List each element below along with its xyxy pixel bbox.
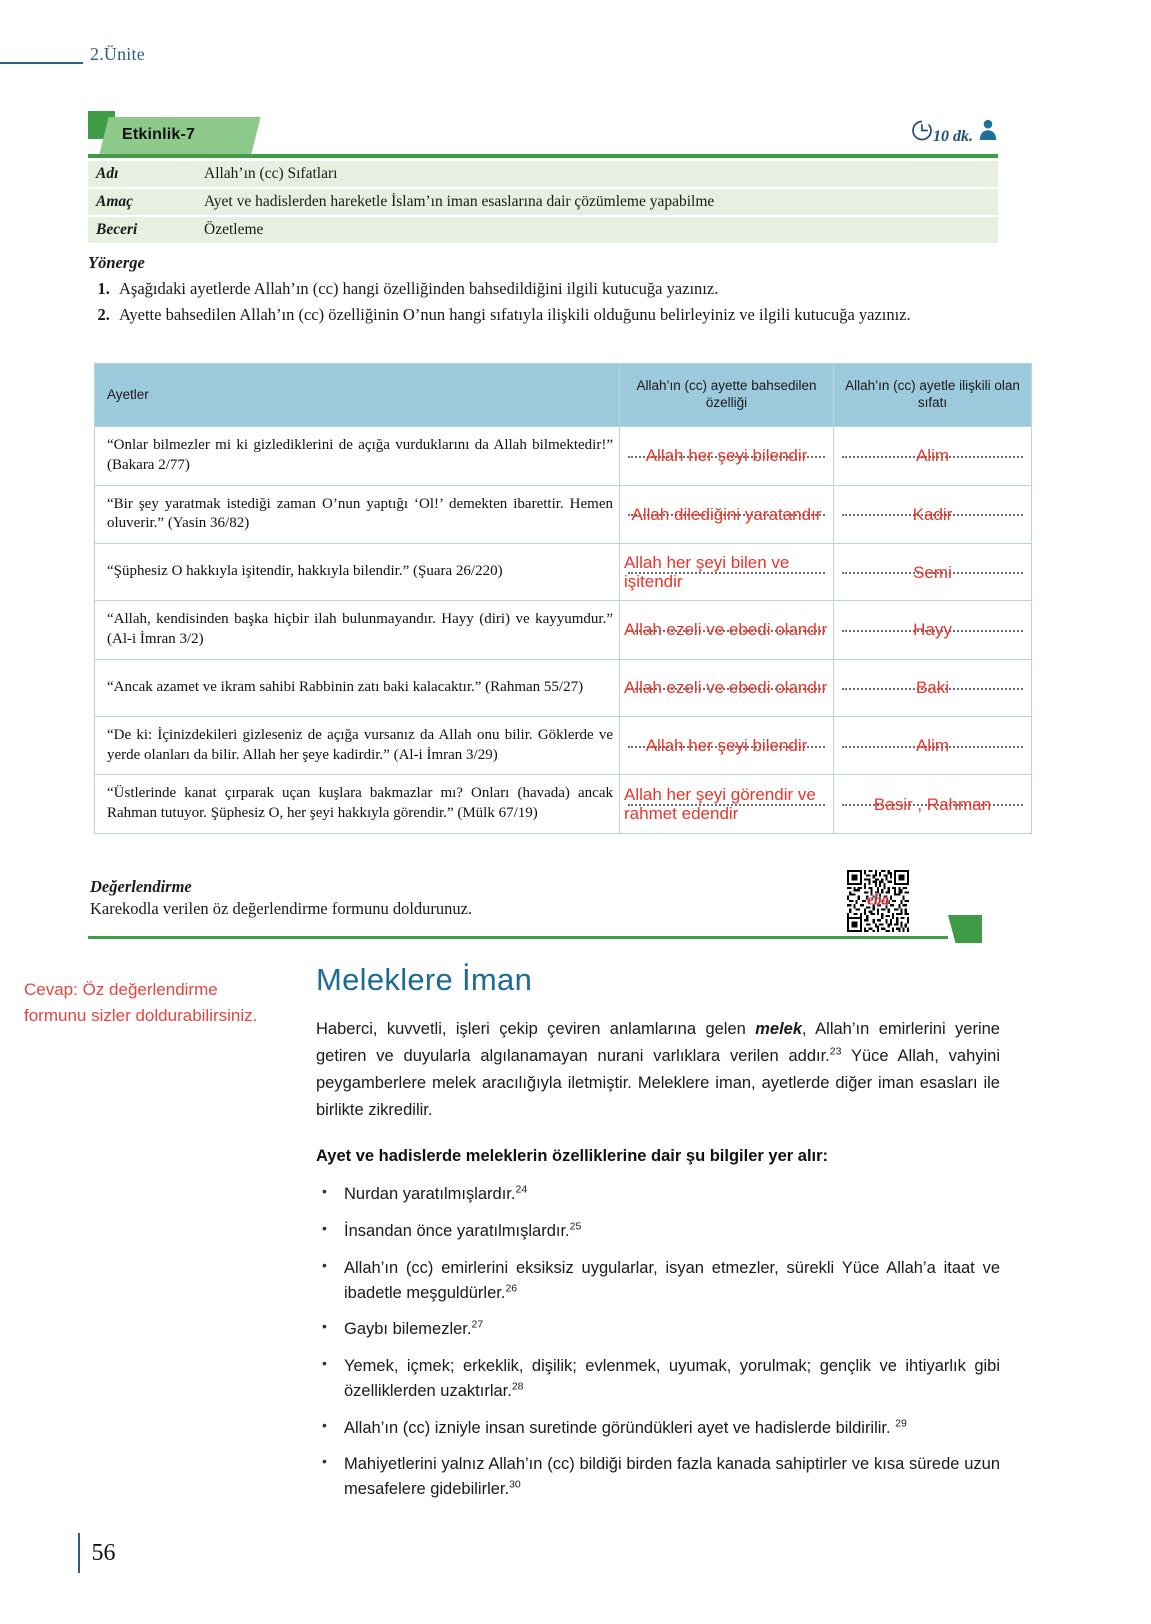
footnote-ref: 29 <box>895 1417 907 1430</box>
sifat-cell[interactable] <box>834 775 1032 834</box>
ayet-table <box>94 363 1032 834</box>
list-item-text: İnsandan önce yaratılmışlardır. <box>344 1222 570 1241</box>
page-title: Meleklere İman <box>316 962 533 997</box>
folio-rule <box>78 1533 80 1573</box>
instructions-block <box>88 253 1008 330</box>
table-row <box>88 216 998 244</box>
ozellik-cell[interactable] <box>620 544 834 601</box>
footnote-ref: 30 <box>509 1478 521 1491</box>
activity-green-bar <box>88 154 998 158</box>
list-item <box>316 1416 1000 1441</box>
activity-tab <box>88 108 998 154</box>
section-divider-accent <box>948 915 982 943</box>
running-head <box>0 44 1151 74</box>
table-header-row <box>95 364 1032 427</box>
list-item: 2. Ayette bahsedilen Allah’ın (cc) özelliğinin O’nun hangi sıfatıyla ilişkili olduğunu belirleyiniz ve ilgili kutucuğa yazınız. <box>114 303 1008 326</box>
ozellik-answer: Allah her şeyi görendir ve rahmet edendir <box>624 785 816 824</box>
intro-part-c: Yüce Allah, vahyini peygamberlere melek aracılığıyla iletmiştir. Meleklere iman, ayetlerde diğer iman esasları ile birlikte zikredilir. <box>316 1046 1000 1119</box>
list-item <box>316 1452 1000 1502</box>
sifat-answer: Basir , Rahman <box>873 794 992 814</box>
activity-info-table <box>88 161 998 245</box>
ayet-quote: “Üstlerinde kanat çırparak uçan kuşlara bakmazlar mı? Onları (havada) ancak Rahman tutuyor. Şüphesiz O, her şeyi hakkıyla görendir.” (Mülk 67/19) <box>95 775 620 834</box>
instructions-title: Yönerge <box>88 253 145 272</box>
list-item <box>316 1317 1000 1342</box>
table-row <box>95 716 1032 775</box>
table-row <box>95 427 1032 486</box>
list-item <box>316 1354 1000 1404</box>
info-value: Ayet ve hadislerden hareketle İslam’ın iman esaslarına dair çözümleme yapabilme <box>196 188 998 216</box>
clock-icon <box>910 118 934 147</box>
footnote-ref: 26 <box>505 1282 518 1295</box>
sifat-cell[interactable] <box>834 485 1032 544</box>
list-item-text: Yemek, içmek; erkeklik, dişilik; evlenmek, uyumak, yorulmak; gençlik ve ihtiyarlık gibi özelliklerden uzaktırlar. <box>344 1357 1000 1400</box>
list-item-text: Allah’ın (cc) izniyle insan suretinde göründükleri ayet ve hadislerde bildirilir. <box>344 1418 896 1437</box>
margin-answer-note: Cevap: Öz değerlendirme formunu sizler doldurabilirsiniz. <box>24 980 258 1026</box>
ayet-quote: “Onlar bilmezler mi ki gizlediklerini de açığa vurduklarını da Allah bilmektedir!” (Bakara 2/77) <box>95 427 620 486</box>
info-key: Beceri <box>88 216 196 244</box>
eba-logo: eba <box>867 892 889 909</box>
column-header-sifat: Allah’ın (cc) ayetle ilişkili olan sıfatı <box>834 364 1032 427</box>
bullets-lead: Ayet ve hadislerde meleklerin özelliklerine dair şu bilgiler yer alır: <box>316 1146 829 1165</box>
activity-box <box>88 108 998 245</box>
qr-code-icon[interactable] <box>847 870 909 932</box>
folio <box>78 1533 116 1573</box>
activity-meta <box>910 118 998 147</box>
table-row <box>88 161 998 188</box>
ayet-quote: “Bir şey yaratmak istediği zaman O’nun yaptığı ‘Ol!’ demekten ibarettir. Hemen oluverir.” (Yasin 36/82) <box>95 485 620 544</box>
sifat-answer: Hayy <box>913 620 952 640</box>
features-list <box>316 1182 1000 1502</box>
sifat-answer: Baki <box>915 678 950 698</box>
table-row <box>88 188 998 216</box>
footnote-ref: 27 <box>471 1318 484 1331</box>
instructions-list <box>88 277 1008 327</box>
unit-label: 2.Ünite <box>90 44 145 64</box>
sifat-answer: Alim <box>915 736 950 756</box>
sifat-answer: Alim <box>915 446 950 466</box>
footnote-ref: 24 <box>515 1183 528 1196</box>
ozellik-cell[interactable] <box>620 775 834 834</box>
list-item <box>316 1182 1000 1207</box>
ozellik-answer: Allah her şeyi bilendir <box>645 446 808 466</box>
list-item <box>316 1219 1000 1244</box>
table-row <box>95 601 1032 660</box>
info-key: Amaç <box>88 188 196 216</box>
table-row <box>95 775 1032 834</box>
running-head-rule <box>0 62 83 64</box>
page-number: 56 <box>91 1539 116 1566</box>
ayet-quote: “Şüphesiz O hakkıyla işitendir, hakkıyla bilendir.” (Şuara 26/220) <box>95 544 620 601</box>
sifat-answer: Semi <box>913 562 952 582</box>
list-item <box>316 1256 1000 1306</box>
info-value: Özetleme <box>196 216 998 244</box>
footnote-ref: 25 <box>569 1220 582 1233</box>
intro-part-b: , Allah’ın emirlerini yerine getiren ve duyularla algılanamayan nurani varlıklara verilen addır. <box>316 1020 1000 1065</box>
melek-emphasis: melek <box>755 1020 803 1038</box>
ozellik-cell[interactable] <box>620 601 834 660</box>
table-row <box>95 544 1032 601</box>
evaluation-text: Karekodla verilen öz değerlendirme formunu doldurunuz. <box>90 899 473 918</box>
activity-duration: 10 dk. <box>933 128 973 145</box>
column-header-ayetler: Ayetler <box>95 364 620 427</box>
list-item-text: Gaybı bilemezler. <box>344 1320 472 1339</box>
info-key: Adı <box>88 161 196 188</box>
ozellik-answer: Allah ezeli ve ebedi olandır <box>624 620 828 640</box>
ayet-quote: “Ancak azamet ve ikram sahibi Rabbinin zatı baki kalacaktır.” (Rahman 55/27) <box>95 659 620 716</box>
ayet-quote: “De ki: İçinizdekileri gizleseniz de açığa vursanız da Allah onu bilir. Göklerde ve yerde olanları da bilir. Allah her şeye kadirdir.” (Al-i İmran 3/29) <box>95 716 620 775</box>
intro-part-a: Haberci, kuvvetli, işleri çekip çeviren anlamlarına gelen <box>316 1020 756 1038</box>
list-item-text: Mahiyetlerini yalnız Allah’ın (cc) bildiği birden fazla kanada sahiptirler ve kısa sürede uzun mesafelere gidebilirler. <box>344 1455 1000 1499</box>
sifat-cell[interactable] <box>834 544 1032 601</box>
ozellik-cell[interactable] <box>620 427 834 486</box>
ozellik-answer: Allah ezeli ve ebedi olandır <box>624 678 828 698</box>
ozellik-answer: Allah dilediğini yaratandır <box>631 504 822 524</box>
evaluation-title: Değerlendirme <box>90 877 192 896</box>
activity-tab-label: Etkinlik-7 <box>122 126 196 143</box>
footnote-ref: 28 <box>511 1380 524 1393</box>
main-content <box>316 962 1000 1514</box>
ozellik-cell[interactable] <box>620 659 834 716</box>
footnote-ref: 23 <box>829 1045 842 1058</box>
evaluation-block <box>90 877 790 919</box>
info-value: Allah’ın (cc) Sıfatları <box>196 161 998 188</box>
table-row <box>95 485 1032 544</box>
list-item: 1. Aşağıdaki ayetlerde Allah’ın (cc) hangi özelliğinden bahsedildiğini ilgili kutucuğa yazınız. <box>114 277 1008 300</box>
ozellik-cell[interactable] <box>620 485 834 544</box>
intro-paragraph <box>316 1016 1000 1124</box>
list-item-text: Nurdan yaratılmışlardır. <box>344 1185 516 1204</box>
sifat-cell[interactable] <box>834 601 1032 660</box>
sifat-cell[interactable] <box>834 716 1032 775</box>
sifat-cell[interactable] <box>834 427 1032 486</box>
person-icon <box>978 119 998 146</box>
sifat-answer: Kadir <box>912 504 953 524</box>
column-header-ozellik: Allah’ın (cc) ayette bahsedilen özelliği <box>620 364 834 427</box>
sifat-cell[interactable] <box>834 659 1032 716</box>
section-divider <box>88 936 948 939</box>
ozellik-cell[interactable] <box>620 716 834 775</box>
ozellik-answer: Allah her şeyi bilendir <box>645 736 808 756</box>
list-item-text: Allah’ın (cc) emirlerini eksiksiz uygularlar, isyan etmezler, sürekli Yüce Allah’a itaat ve ibadetle meşguldürler. <box>344 1258 1000 1302</box>
ozellik-answer: Allah her şeyi bilen ve işitendir <box>624 553 790 592</box>
ayet-quote: “Allah, kendisinden başka hiçbir ilah bulunmayandır. Hayy (diri) ve kayyumdur.” (Al-i İmran 3/2) <box>95 601 620 660</box>
table-row <box>95 659 1032 716</box>
